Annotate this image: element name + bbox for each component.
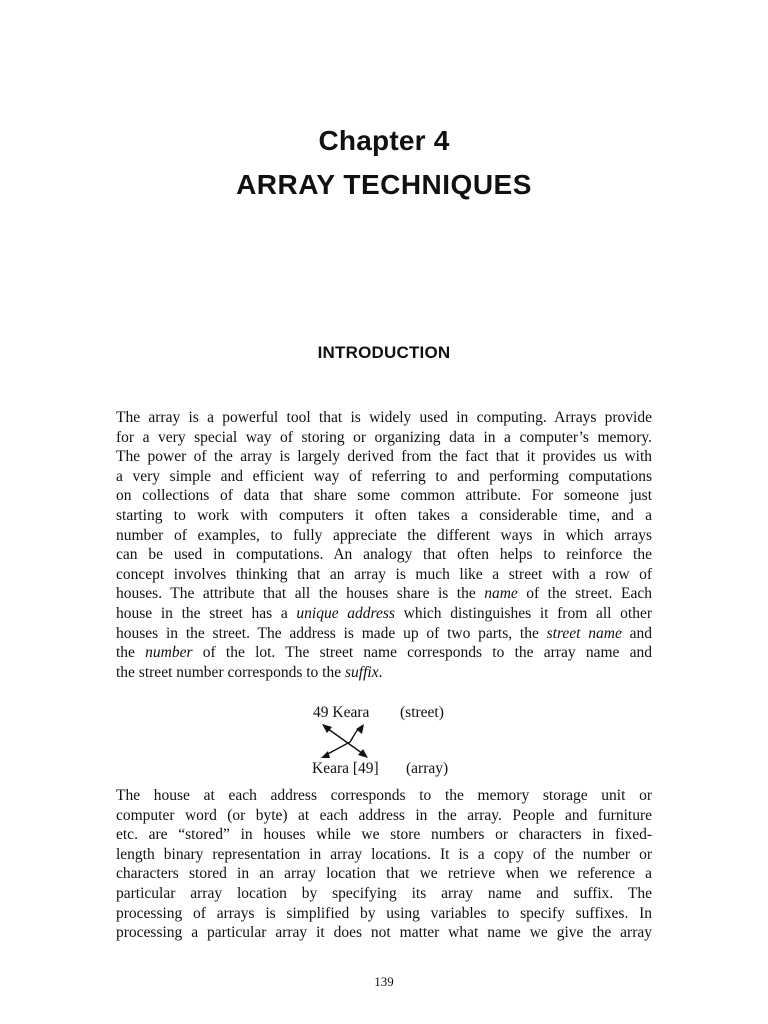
line-text: which distinguishes it from all other	[394, 604, 652, 622]
emphasis-number: number	[145, 644, 193, 662]
emphasis-name: name	[484, 585, 518, 603]
section-heading: INTRODUCTION	[317, 343, 451, 362]
line-text: houses in the street. The address is made up of two parts, the	[116, 624, 547, 642]
paragraph-line	[116, 624, 652, 644]
paragraph-line: computer word (or byte) at each address in the array. People and furniture	[116, 806, 652, 824]
line-text: .	[378, 663, 383, 681]
paragraph-line	[116, 604, 652, 624]
line-text: and	[621, 624, 652, 642]
paragraph-line: for a very special way of storing or organizing data in a computer’s memory.	[116, 428, 652, 446]
paragraph-line: processing of arrays is simplified by using variables to specify suffixes. In	[116, 904, 652, 922]
intro-paragraph	[116, 408, 652, 682]
page-number: 139	[374, 974, 394, 989]
paragraph-line: characters stored in an array location that we retrieve when we reference a	[116, 865, 652, 883]
emphasis-suffix: suffix	[345, 663, 379, 681]
paragraph-line: length binary representation in array locations. It is a copy of the number or	[116, 845, 652, 863]
paragraph-line: processing a particular array it does not matter what name we give the array	[116, 924, 652, 942]
line-text: of the street. Each	[517, 585, 652, 603]
chapter-title: ARRAY TECHNIQUES	[236, 169, 532, 200]
paragraph-line	[116, 584, 652, 604]
paragraph-line: The house at each address corresponds to the memory storage unit or	[116, 787, 652, 804]
memory-paragraph	[116, 786, 652, 943]
crossed-arrows-icon	[310, 722, 380, 762]
line-text: houses. The attribute that all the houses share is the	[116, 585, 485, 603]
emphasis-unique-address: unique address	[296, 604, 395, 622]
paragraph-line: etc. are “stored” in houses while we store numbers or characters in fixed-	[116, 826, 652, 844]
paragraph-line	[116, 643, 652, 663]
array-reference-label: Keara [49]	[312, 760, 379, 777]
paragraph-line: The array is a powerful tool that is widely used in computing. Arrays provide	[116, 409, 652, 426]
street-address-label: 49 Keara	[313, 704, 370, 721]
chapter-number: Chapter 4	[318, 125, 450, 156]
paragraph-line	[116, 663, 652, 683]
emphasis-street-name: street name	[546, 624, 622, 642]
paragraph-line: starting to work with computers it often takes a considerable time, and a	[116, 506, 652, 524]
line-text: the street number corresponds to the	[116, 663, 345, 681]
line-text: the	[116, 644, 146, 662]
paragraph-line: can be used in computations. An analogy that often helps to reinforce the	[116, 546, 652, 564]
paragraph-line: The power of the array is largely derived from the fact that it provides us with	[116, 448, 652, 466]
line-text: of the lot. The street name corresponds to the array name and	[192, 644, 653, 662]
paragraph-line: a very simple and efficient way of referring to and performing computations	[116, 467, 652, 485]
street-kind-label: (street)	[400, 704, 444, 721]
array-kind-label: (array)	[406, 760, 449, 777]
address-analogy-diagram	[300, 704, 480, 780]
paragraph-line: on collections of data that share some common attribute. For someone just	[116, 487, 652, 505]
line-text: house in the street has a	[116, 604, 297, 622]
paragraph-line: number of examples, to fully appreciate the different ways in which arrays	[116, 526, 652, 544]
paragraph-line: particular array location by specifying its array name and suffix. The	[116, 884, 652, 902]
paragraph-line: concept involves thinking that an array is much like a street with a row of	[116, 565, 652, 583]
